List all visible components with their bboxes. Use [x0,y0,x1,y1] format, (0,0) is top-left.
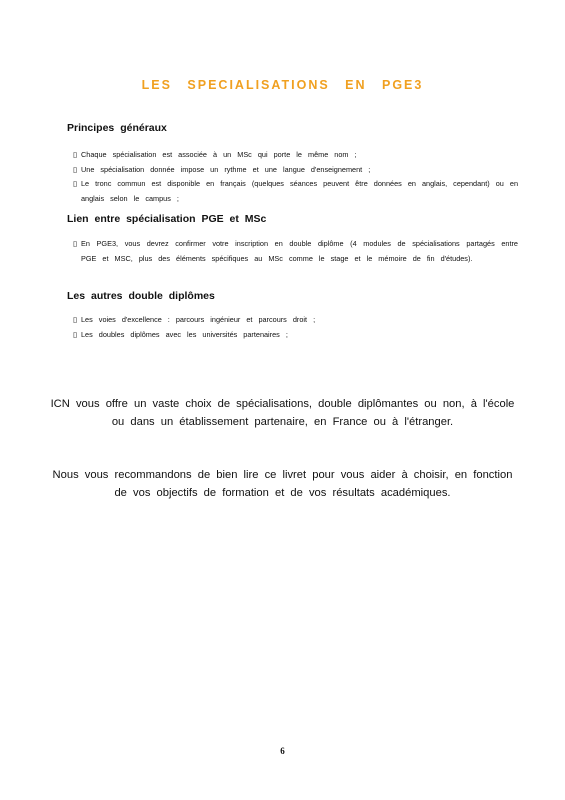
list-item-text: Une spécialisation donnée impose un rythme et une langue d'enseignement ; [81,164,371,174]
square-bullet-icon: ▯ [73,239,78,248]
section-heading: Lien entre spécialisation PGE et MSc [67,213,267,225]
square-bullet-icon: ▯ [73,164,78,174]
closing-paragraph-recommandation: Nous vous recommandons de bien lire ce livret pour vous aider à choisir, en fonction de vos objectifs de formation et de vos résultats académiques. [52,469,513,499]
square-bullet-icon: ▯ [73,179,78,188]
closing-paragraph-choix: ICN vous offre un vaste choix de spécialisations, double diplômantes ou non, à l'école ou dans un établissement partenaire, en France ou à l'étranger. [50,398,515,428]
section-heading: Les autres double diplômes [67,290,215,302]
page-number: 6 [280,746,285,756]
list-item [73,313,518,328]
list-item-text: En PGE3, vous devrez confirmer votre inscription en double diplôme (4 modules de spécialisations partagés entre PGE et MSC, plus des éléments spécifiques au MSc comme le stage et le mémoire de fin d'études). [81,239,518,263]
square-bullet-icon: ▯ [73,329,78,339]
list-item-text: Chaque spécialisation est associée à un MSc qui porte le même nom ; [81,150,357,159]
square-bullet-icon: ▯ [73,150,78,159]
square-bullet-icon: ▯ [73,315,78,324]
list-item-text: Les doubles diplômes avec les universités partenaires ; [81,329,288,339]
list-item [73,328,518,343]
list-item-text: Le tronc commun est disponible en français (quelques séances peuvent être données en anglais, cependant) ou en anglais selon le campus ; [81,179,518,203]
page-title: LES SPECIALISATIONS EN PGE3 [141,78,424,92]
section-heading: Principes généraux [67,122,167,134]
bullet-list [73,237,518,266]
list-item [73,237,518,266]
list-item [73,177,518,206]
list-item [73,148,518,163]
bullet-list [73,148,518,206]
list-item [73,163,518,178]
list-item-text: Les voies d'excellence : parcours ingénieur et parcours droit ; [81,315,316,324]
bullet-list [73,313,518,342]
